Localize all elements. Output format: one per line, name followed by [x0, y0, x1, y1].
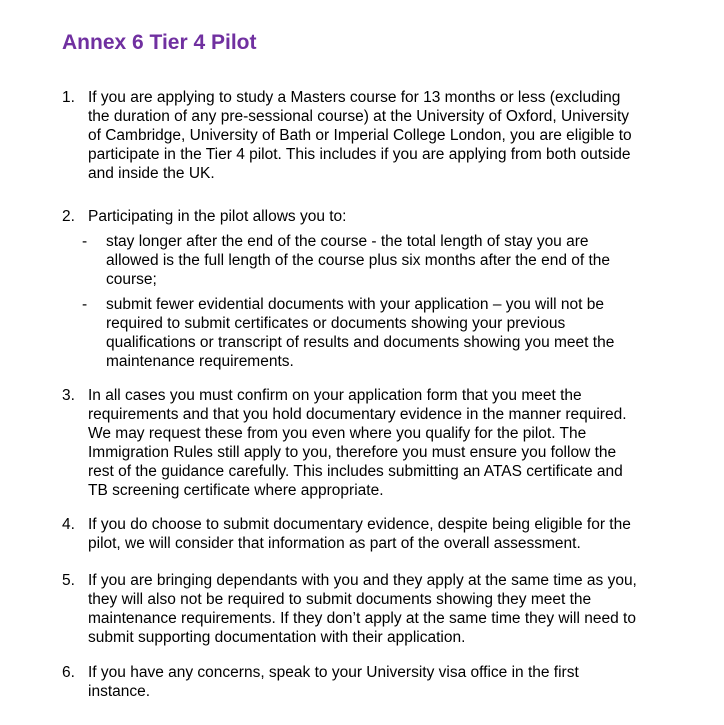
- list-item-4: [62, 515, 642, 553]
- sub-list-item-2: [62, 295, 642, 371]
- sub-list-item-text: submit fewer evidential documents with your application – you will not be required to submit certificates or documents showing your previous qualifications or transcript of results and documents showing you meet the maintenance requirements.: [106, 296, 615, 370]
- sub-list-item-1: [62, 232, 642, 289]
- list-item-text: In all cases you must confirm on your application form that you meet the requirements and that you hold documentary evidence in the manner required. We may request these from you even where you qualify for the pilot. The Immigration Rules still apply to you, therefore you must ensure you follow the rest of the guidance carefully. This includes submitting an ATAS certificate and TB screening certificate where appropriate.: [88, 387, 627, 499]
- list-item-1: [62, 88, 642, 183]
- list-item-number: 6.: [62, 664, 75, 681]
- page-title: Annex 6 Tier 4 Pilot: [62, 31, 257, 54]
- list-item-number: 3.: [62, 387, 75, 404]
- bullet-dash: -: [82, 296, 88, 313]
- list-item-3: [62, 386, 642, 500]
- list-item-text: If you are applying to study a Masters course for 13 months or less (excluding the duration of any pre-sessional course) at the University of Oxford, University of Cambridge, University of Bath or Imperial College London, you are eligible to participate in the Tier 4 pilot. This includes if you are applying from both outside and inside the UK.: [88, 89, 632, 182]
- list-item-number: 2.: [62, 208, 75, 225]
- list-item-number: 4.: [62, 516, 75, 533]
- list-item-2: [62, 207, 642, 371]
- list-item-5: [62, 571, 642, 647]
- list-item-number: 1.: [62, 89, 75, 106]
- list-item-text: Participating in the pilot allows you to:: [88, 208, 347, 225]
- sub-list-item-text: stay longer after the end of the course - the total length of stay you are allowed is the full length of the course plus six months after the end of the course;: [106, 233, 611, 288]
- list-item-text: If you are bringing dependants with you and they apply at the same time as you, they will also not be required to submit documents showing they meet the maintenance requirements. If they don’t apply at the same time they will need to submit supporting documentation with their application.: [88, 572, 637, 646]
- list-item-6: [62, 663, 642, 701]
- list-item-text: If you do choose to submit documentary evidence, despite being eligible for the pilot, we will consider that information as part of the overall assessment.: [88, 516, 631, 552]
- bullet-dash: -: [82, 233, 88, 250]
- list-item-text: If you have any concerns, speak to your University visa office in the first instance.: [88, 664, 579, 700]
- list-item-number: 5.: [62, 572, 75, 589]
